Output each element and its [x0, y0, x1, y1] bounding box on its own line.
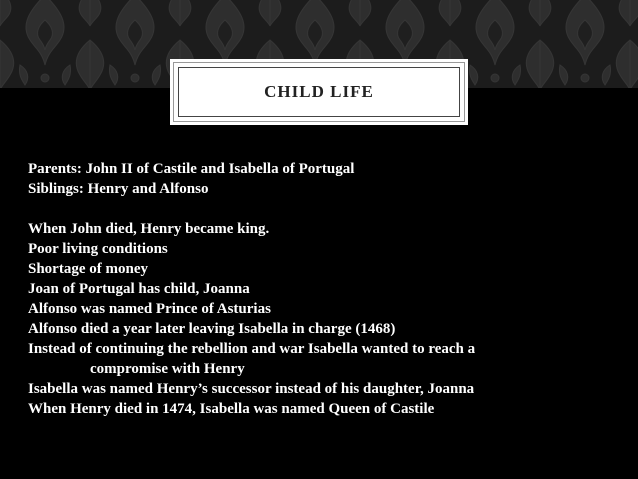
text-line-poor-living: Poor living conditions — [28, 241, 168, 257]
text-line-queen-castile: When Henry died in 1474, Isabella was named Queen of Castile — [28, 401, 435, 417]
text-line-instead-rebellion: Instead of continuing the rebellion and war Isabella wanted to reach a — [28, 341, 476, 357]
title-frame — [178, 67, 460, 117]
slide-title: CHILD LIFE — [264, 82, 374, 101]
text-line-alfonso-died: Alfonso died a year later leaving Isabella in charge (1468) — [28, 321, 396, 337]
text-line-joan-child: Joan of Portugal has child, Joanna — [28, 281, 250, 297]
slide-body — [28, 159, 628, 419]
text-line-shortage-money: Shortage of money — [28, 261, 148, 277]
text-line-john-died: When John died, Henry became king. — [28, 221, 270, 237]
paragraph-gap — [28, 199, 628, 219]
text-line-successor: Isabella was named Henry’s successor instead of his daughter, Joanna — [28, 381, 475, 397]
text-line-parents: Parents: John II of Castile and Isabella of Portugal — [28, 161, 355, 177]
text-line-alfonso-prince: Alfonso was named Prince of Asturias — [28, 301, 271, 317]
text-line-siblings: Siblings: Henry and Alfonso — [28, 181, 209, 197]
text-line-compromise: compromise with Henry — [90, 361, 245, 377]
title-box — [173, 62, 465, 122]
